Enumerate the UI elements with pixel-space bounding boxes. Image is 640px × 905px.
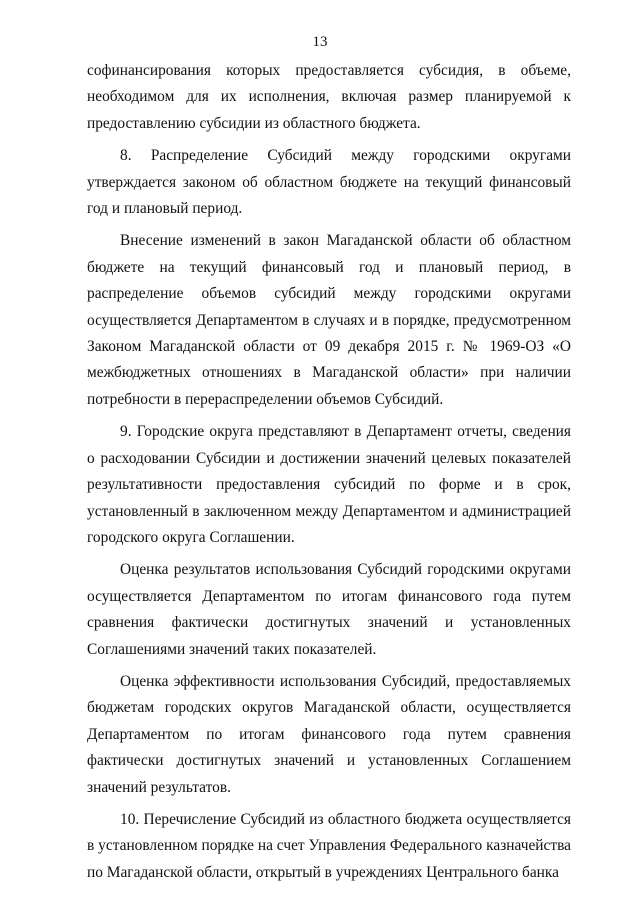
paragraph-item-8: 8. Распределение Субсидий между городскими округами утверждается законом об областном бюджете на текущий финансовый год и плановый период. bbox=[87, 147, 571, 218]
paragraph-results-evaluation: Оценка результатов использования Субсидий городскими округами осуществляется Департаментом по итогам финансового года путем сравнения фактически достигнутых значений и установленных Соглашениями значений таких показателей. bbox=[87, 561, 571, 658]
paragraph-item-10: 10. Перечисление Субсидий из областного бюджета осуществляется в установленном порядке на счет Управления Федерального казначейства по Магаданской области, открытый в учреждениях Центрального банка bbox=[87, 810, 571, 881]
paragraph-efficiency-evaluation: Оценка эффективности использования Субсидий, предоставляемых бюджетам городских округов Магаданской области, осуществляется Департаментом по итогам финансового года путем сравнения фактически достигнутых значений и установленных Соглашением значений результатов. bbox=[87, 672, 571, 796]
paragraph-item-9: 9. Городские округа представляют в Департамент отчеты, сведения о расходовании Субсидии и достижении значений целевых показателей результативности предоставления субсидий по форме и в срок, установленный в заключенном между Департаментом и администрацией городского округа Соглашении. bbox=[87, 423, 571, 546]
document-body bbox=[87, 58, 571, 886]
page-number: 13 bbox=[312, 34, 328, 50]
paragraph-amendments: Внесение изменений в закон Магаданской области об областном бюджете на текущий финансовый год и плановый период, в распределение объемов субсидий между городскими округами осуществляется Департаментом в случаях и в порядке, предусмотренном Законом Магаданской области от 09 декабря 2015 г. № 1969-ОЗ «О межбюджетных отношениях в Магаданской области» при наличии потребности в перераспределении объемов Субсидий. bbox=[87, 232, 571, 408]
paragraph-continuation: софинансирования которых предоставляется субсидия, в объеме, необходимом для их исполнения, включая размер планируемой к предоставлению субсидии из областного бюджета. bbox=[87, 62, 571, 132]
